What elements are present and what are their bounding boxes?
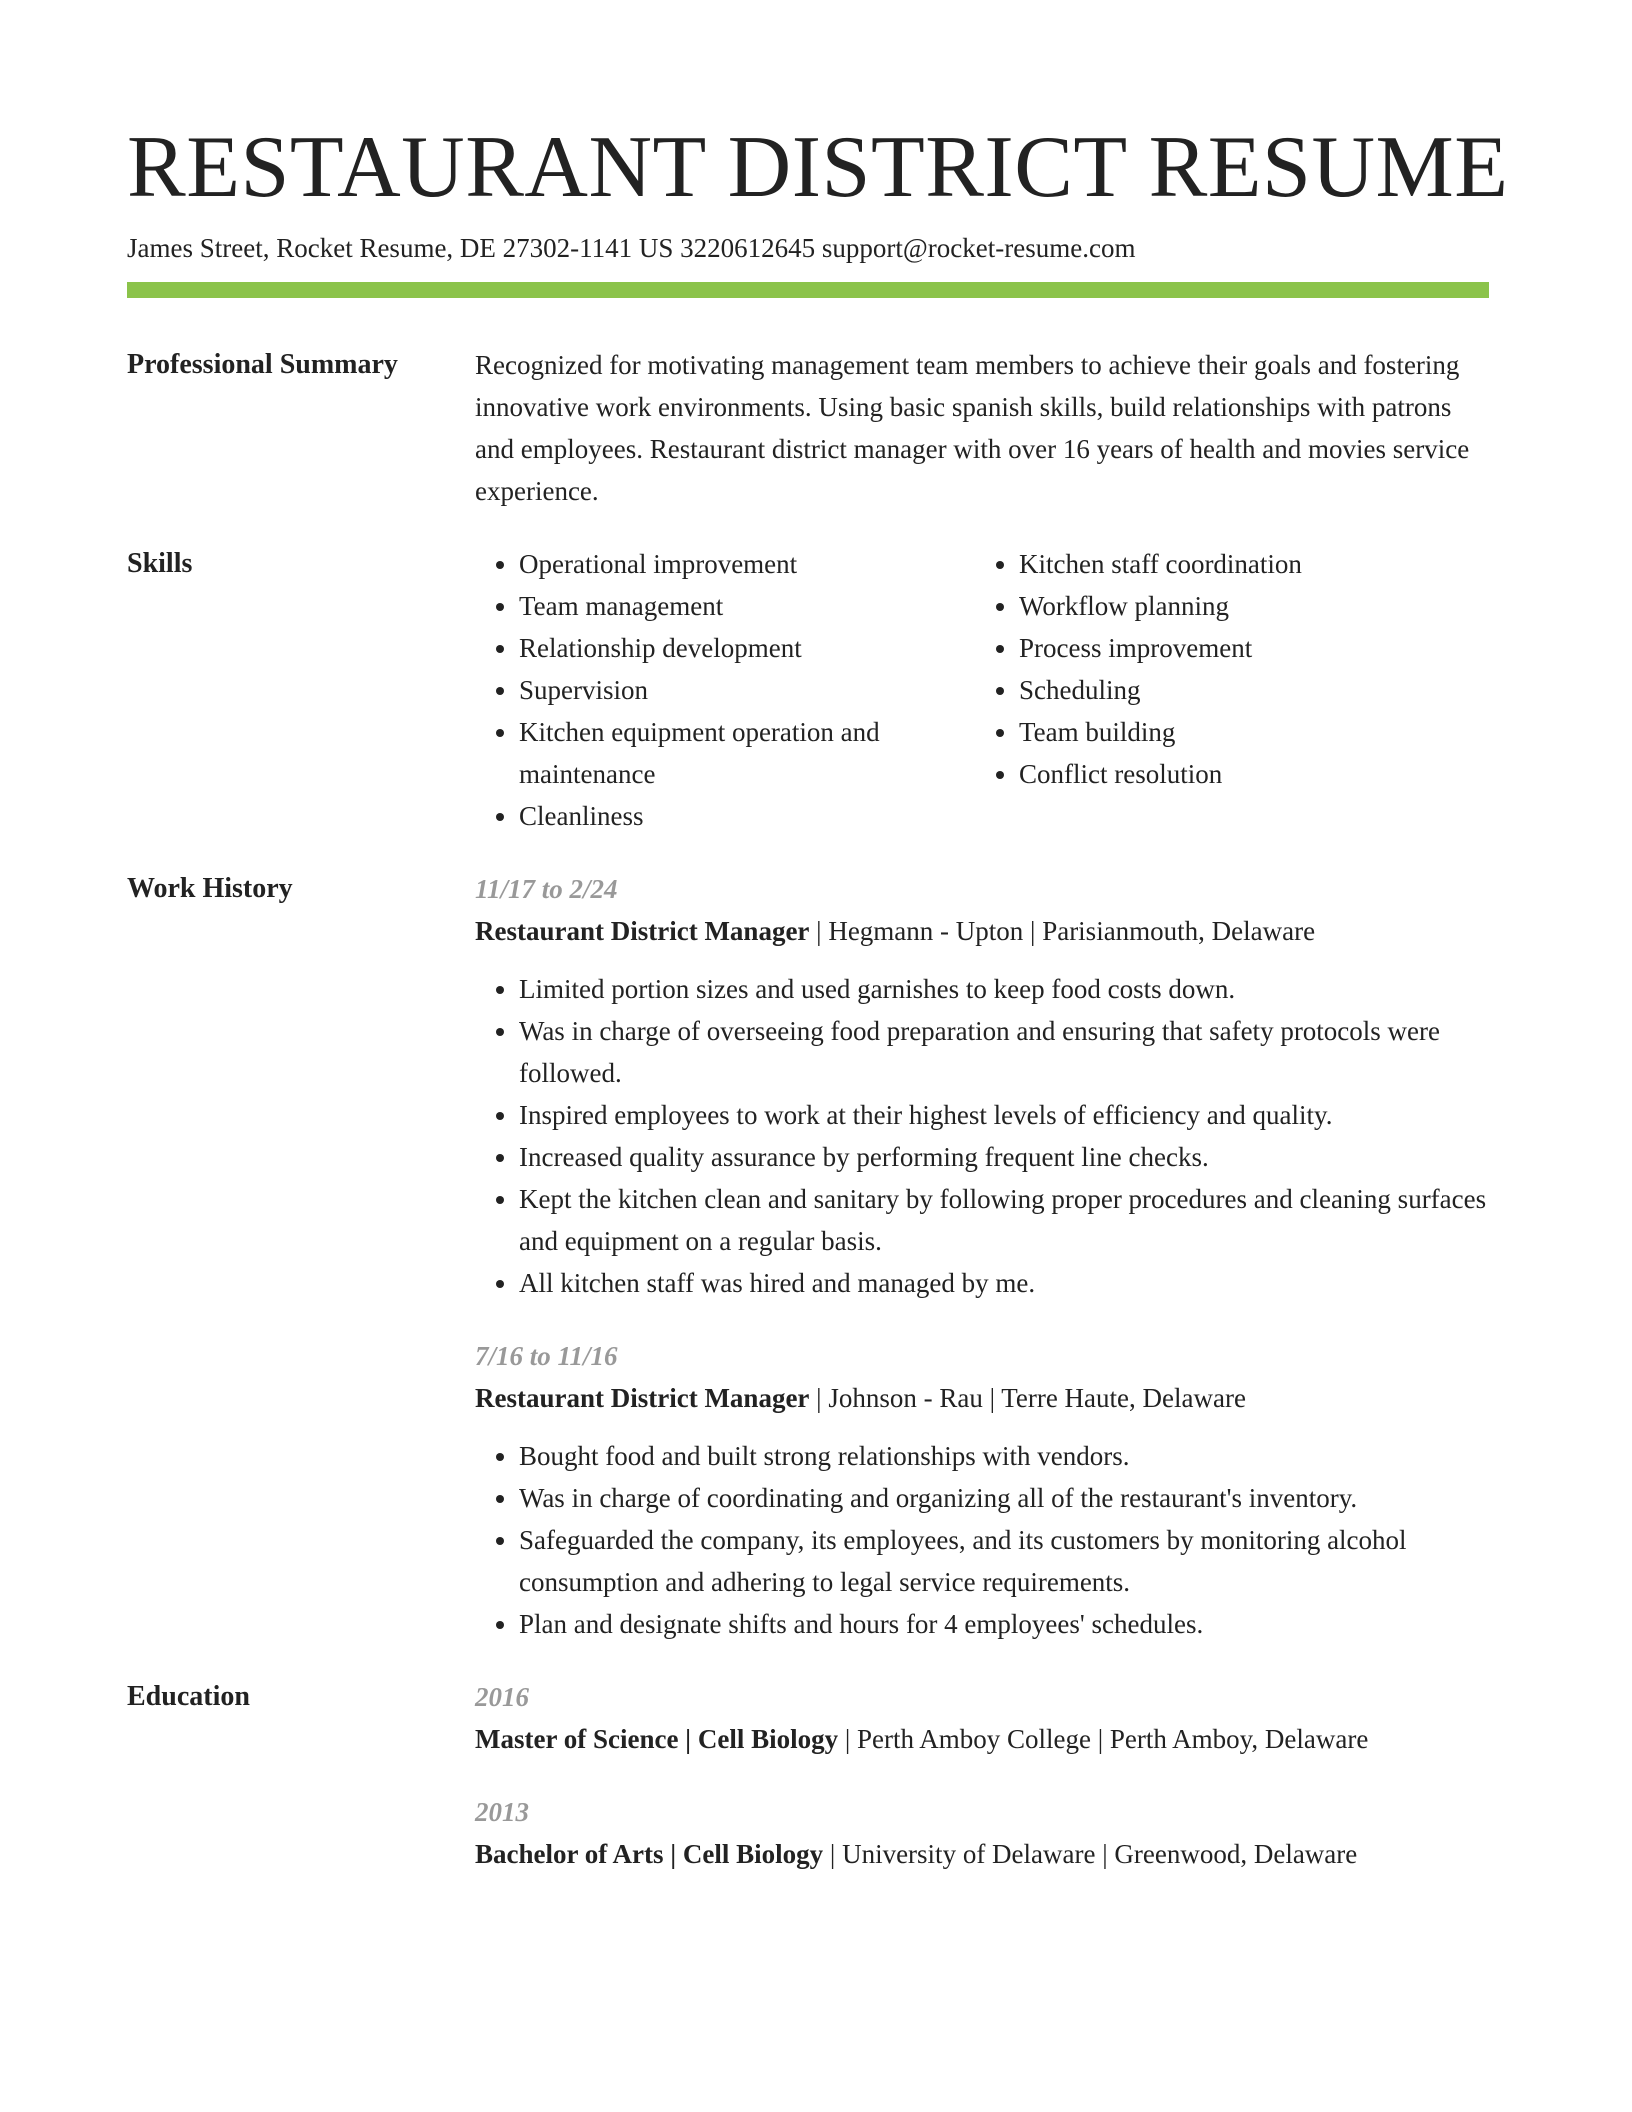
skill-item: • Conflict resolution (1019, 753, 1495, 795)
degree-details: | Perth Amboy College | Perth Amboy, Delaware (838, 1724, 1369, 1754)
education-body (475, 1676, 1489, 1875)
skill-item: • Operational improvement (519, 543, 975, 585)
skill-item: • Kitchen equipment operation and maintenance (519, 711, 975, 795)
skills-list-left (475, 543, 975, 837)
job-bullet: • All kitchen staff was hired and managed by me. (519, 1262, 1489, 1304)
skill-item: • Kitchen staff coordination (1019, 543, 1495, 585)
job-heading (475, 910, 1489, 952)
job-bullets (475, 968, 1489, 1304)
summary-text: Recognized for motivating management team members to achieve their goals and fostering innovative work environments. Using basic spanish skills, build relationships with patrons and employees. Restaurant district manager with over 16 years of health and movies service experience. (475, 350, 1470, 506)
job-bullet: • Was in charge of overseeing food preparation and ensuring that safety protocols were followed. (519, 1010, 1489, 1094)
skill-item: • Process improvement (1019, 627, 1495, 669)
education-entry (475, 1676, 1489, 1760)
job-bullet: • Increased quality assurance by performing frequent line checks. (519, 1136, 1489, 1178)
skill-item: • Scheduling (1019, 669, 1495, 711)
skill-item: • Team building (1019, 711, 1495, 753)
education-heading (475, 1833, 1489, 1875)
job-bullet: • Limited portion sizes and used garnishes to keep food costs down. (519, 968, 1489, 1010)
education-year: 2013 (475, 1797, 529, 1827)
section-title-professional-summary: Professional Summary (127, 349, 398, 380)
job-entry (475, 1335, 1489, 1645)
skill-item: • Supervision (519, 669, 975, 711)
section-title-education: Education (127, 1681, 250, 1712)
job-dates: 7/16 to 11/16 (475, 1341, 618, 1371)
job-details: | Johnson - Rau | Terre Haute, Delaware (809, 1383, 1246, 1413)
skill-item: • Workflow planning (1019, 585, 1495, 627)
degree-title: Bachelor of Arts | Cell Biology (475, 1839, 824, 1869)
job-position: Restaurant District Manager (475, 1383, 810, 1413)
resume-page (127, 118, 1509, 1875)
professional-summary-section (127, 344, 1489, 512)
job-bullet: • Kept the kitchen clean and sanitary by following proper procedures and cleaning surfaces and equipment on a regular basis. (519, 1178, 1489, 1262)
skills-section (127, 543, 1489, 837)
skills-list-right (975, 543, 1495, 837)
job-details: | Hegmann - Upton | Parisianmouth, Delaware (809, 916, 1316, 946)
degree-details: | University of Delaware | Greenwood, Delaware (823, 1839, 1358, 1869)
accent-divider (127, 282, 1489, 298)
education-year: 2016 (475, 1682, 529, 1712)
section-title-skills: Skills (127, 548, 193, 579)
skills-body (475, 543, 1495, 837)
work-history-body (475, 868, 1489, 1645)
work-history-section (127, 868, 1489, 1645)
resume-name-heading: RESTAURANT DISTRICT RESUME (127, 119, 1509, 216)
degree-title: Master of Science | Cell Biology (475, 1724, 839, 1754)
job-bullet: • Plan and designate shifts and hours for 4 employees' schedules. (519, 1603, 1489, 1645)
job-bullet: • Bought food and built strong relationships with vendors. (519, 1435, 1489, 1477)
job-heading (475, 1377, 1489, 1419)
job-bullets (475, 1435, 1489, 1645)
education-section (127, 1676, 1489, 1875)
job-position: Restaurant District Manager (475, 916, 810, 946)
skill-item: • Team management (519, 585, 975, 627)
job-bullet: • Safeguarded the company, its employees, and its customers by monitoring alcohol consumption and adhering to legal service requirements. (519, 1519, 1489, 1603)
education-heading (475, 1718, 1489, 1760)
contact-line: James Street, Rocket Resume, DE 27302-1141 US 3220612645 support@rocket-resume.com (127, 233, 1136, 263)
job-bullet: • Inspired employees to work at their highest levels of efficiency and quality. (519, 1094, 1489, 1136)
skill-item: • Cleanliness (519, 795, 975, 837)
skills-columns (475, 543, 1495, 837)
job-entry (475, 868, 1489, 1304)
skill-item: • Relationship development (519, 627, 975, 669)
education-entry (475, 1791, 1489, 1875)
job-bullet: • Was in charge of coordinating and organizing all of the restaurant's inventory. (519, 1477, 1489, 1519)
job-dates: 11/17 to 2/24 (475, 874, 618, 904)
section-title-work-history: Work History (127, 873, 293, 904)
